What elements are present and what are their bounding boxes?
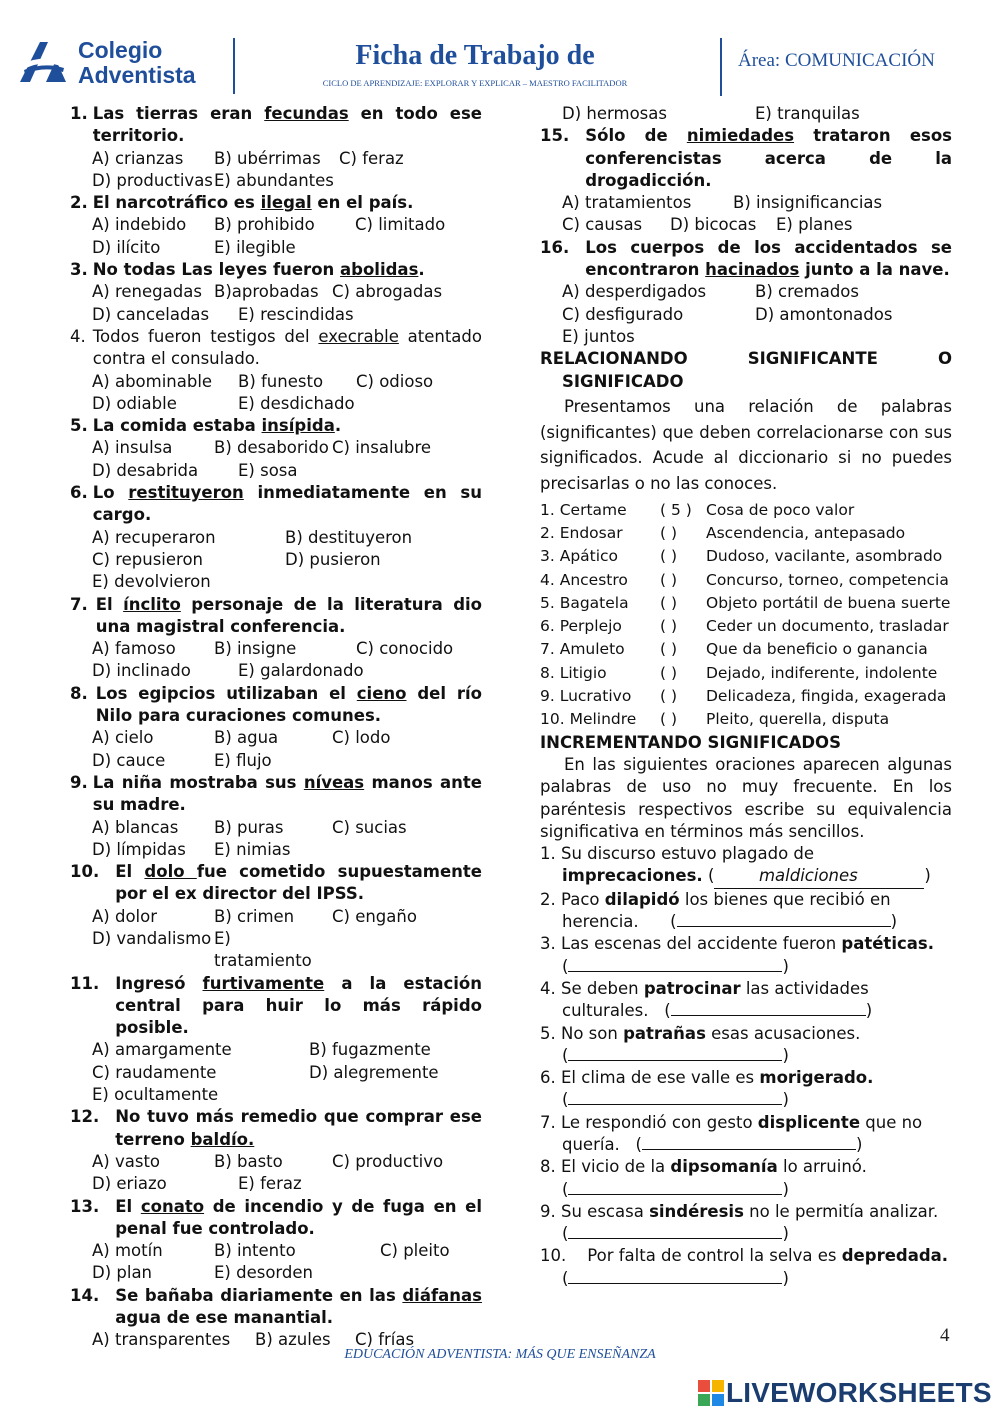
option[interactable]: E) juntos — [562, 326, 635, 346]
option[interactable]: A) desperdigados — [562, 282, 707, 302]
header-divider — [720, 38, 722, 96]
option[interactable]: A) cielo — [92, 728, 154, 748]
option[interactable]: B) prohibido — [214, 215, 315, 235]
option[interactable]: D) canceladas — [92, 304, 210, 324]
options-2 — [70, 214, 482, 259]
answer-blank[interactable] — [677, 926, 891, 927]
key-word: hacinados — [705, 260, 800, 280]
match-answer-field[interactable]: ( ) — [660, 593, 678, 612]
subject-area: Área: COMUNICACIÓN — [738, 50, 935, 71]
option[interactable]: B) cremados — [755, 282, 859, 302]
option[interactable]: E) feraz — [238, 1174, 302, 1194]
matching-row: 9. Lucrativo ( ) Delicadeza, fingida, exagerada — [540, 685, 952, 708]
options-9 — [70, 817, 482, 862]
match-answer-field[interactable]: ( ) — [660, 570, 678, 589]
answer-blank[interactable] — [568, 1238, 782, 1239]
question-12: 12. No tuvo más remedio que comprar ese terreno baldío. — [70, 1107, 482, 1149]
option[interactable]: E) ocultamente — [92, 1085, 219, 1105]
option[interactable]: B) basto — [214, 1151, 283, 1171]
match-answer-field[interactable]: ( ) — [660, 663, 678, 682]
option[interactable]: B) insignificancias — [733, 193, 883, 213]
answer-blank[interactable] — [568, 1194, 782, 1195]
option[interactable]: A) famoso — [92, 639, 176, 659]
option[interactable]: C) insalubre — [332, 438, 432, 458]
key-word: dolo — [144, 862, 197, 882]
options-5 — [70, 437, 482, 482]
option[interactable]: E) tratamiento — [214, 928, 312, 971]
options-7 — [70, 638, 482, 683]
question-4: 4. Todos fueron testigos del execrable atentado contra el consulado. — [70, 326, 482, 369]
section-title-incrementando: INCREMENTANDO SIGNIFICADOS — [540, 732, 841, 752]
liveworksheets-icon — [698, 1380, 724, 1406]
option[interactable]: A) dolor — [92, 906, 158, 926]
key-word: diáfanas — [402, 1285, 482, 1305]
option[interactable]: C) engaño — [332, 906, 417, 926]
options-6 — [70, 527, 482, 594]
footer-motto: EDUCACIÓN ADVENTISTA: MÁS QUE ENSEÑANZA — [344, 1347, 656, 1362]
answer-blank[interactable] — [568, 1104, 782, 1105]
match-answer-field[interactable]: ( 5 ) — [660, 500, 692, 519]
options-3 — [70, 281, 482, 326]
option[interactable]: C) limitado — [355, 215, 446, 235]
question-8: 8. Los egipcios utilizaban el cieno del río Nilo para curaciones comunes. — [70, 683, 482, 726]
matching-row: 10. Melindre ( ) Pleito, querella, disputa — [540, 708, 952, 731]
sentence-3: 3. Las escenas del accidente fueron patéticas. ( ) — [540, 934, 934, 976]
option[interactable]: B) funesto — [238, 371, 324, 391]
options-13 — [70, 1240, 482, 1285]
section-intro-incrementando: En las siguientes oraciones aparecen algunas palabras de uso no muy frecuente. En los paréntesis respectivos escribe su equivalencia significativa en términos más sencillos. — [540, 754, 952, 841]
match-answer-field[interactable]: ( ) — [660, 640, 678, 659]
option[interactable]: B) destituyeron — [285, 527, 413, 547]
key-word: execrable — [318, 326, 399, 346]
option[interactable]: E) abundantes — [214, 170, 334, 190]
key-word: nimiedades — [686, 126, 795, 146]
options-12 — [70, 1151, 482, 1196]
key-word: insípida — [261, 416, 335, 436]
question-5: 5. La comida estaba insípida. — [70, 416, 342, 436]
matching-row: 3. Apático ( ) Dudoso, vacilante, asombrado — [540, 545, 952, 568]
matching-table — [540, 499, 952, 732]
option[interactable]: D) ilícito — [92, 237, 161, 257]
option[interactable]: C) pleito — [380, 1241, 450, 1261]
matching-row: 2. Endosar ( ) Ascendencia, antepasado — [540, 522, 952, 545]
option[interactable]: A) renegadas — [92, 282, 202, 302]
sentence-5: 5. No son patrañas esas acusaciones. ( ) — [540, 1023, 861, 1065]
option[interactable]: B)aprobadas — [214, 282, 319, 302]
option[interactable]: B) azules — [255, 1330, 331, 1350]
option[interactable]: A) vasto — [92, 1151, 161, 1171]
question-2: 2. El narcotráfico es ilegal en el país. — [70, 193, 414, 213]
option[interactable]: C) desfigurado — [562, 304, 684, 324]
answer-blank[interactable] — [568, 1283, 782, 1284]
page-title: Ficha de Trabajo de — [355, 40, 595, 71]
option[interactable]: C) raudamente — [92, 1062, 217, 1082]
question-16: 16. Los cuerpos de los accidentados se encontraron hacinados junto a la nave. — [540, 237, 952, 280]
key-word: fecundas — [264, 104, 349, 123]
matching-row: 1. Certame ( 5 ) Cosa de poco valor — [540, 499, 952, 522]
match-answer-field[interactable]: ( ) — [660, 617, 678, 636]
option[interactable]: D) bicocas — [670, 215, 757, 235]
sentence-9: 9. Su escasa sindéresis no le permitía analizar. ( ) — [540, 1201, 939, 1244]
question-9: 9. La niña mostraba sus níveas manos ante su madre. — [70, 772, 482, 815]
option[interactable]: A) abominable — [92, 371, 213, 391]
option[interactable]: C) repusieron — [92, 549, 204, 569]
option[interactable]: A) blancas — [92, 817, 179, 837]
key-word: cieno — [356, 683, 407, 703]
option[interactable]: B) crimen — [214, 906, 295, 926]
sentence-10: 10. Por falta de control la selva es depredada. ( ) — [540, 1246, 949, 1288]
option[interactable]: C) causas — [562, 215, 643, 235]
key-word: ilegal — [260, 193, 312, 213]
option[interactable]: B) puras — [214, 817, 284, 837]
question-3: 3. No todas Las leyes fueron abolidas. — [70, 260, 425, 280]
option[interactable]: D) eriazo — [92, 1174, 167, 1194]
question-7: 7. El ínclito personaje de la literatura dio una magistral conferencia. — [70, 594, 483, 636]
matching-row: 6. Perplejo ( ) Ceder un documento, trasladar — [540, 615, 952, 638]
option[interactable]: C) odioso — [356, 371, 434, 391]
option[interactable]: D) amontonados — [755, 304, 893, 324]
sentence-1: 1. Su discurso estuvo plagado de imprecaciones. ( maldiciones ) — [540, 843, 952, 889]
options-11 — [70, 1039, 482, 1106]
matching-row: 5. Bagatela ( ) Objeto portátil de buena suerte — [540, 592, 952, 615]
option[interactable]: E) rescindidas — [238, 304, 354, 324]
match-answer-field[interactable]: ( ) — [660, 547, 678, 566]
options-8 — [70, 727, 482, 772]
option[interactable]: D) productivas — [92, 170, 213, 190]
option[interactable]: A) recuperaron — [92, 527, 216, 547]
sentence-2: 2. Paco dilapidó los bienes que recibió en herencia. ( ) — [540, 889, 898, 932]
option[interactable]: A) indebido — [92, 215, 187, 235]
options-16 — [540, 281, 952, 348]
answer-blank[interactable] — [642, 1149, 856, 1150]
section-intro-relacionando: Presentamos una relación de palabras (significantes) que deben correlacionarse con sus significados. Acude al diccionario si no puedes precisarlas o no las conoces. — [540, 396, 952, 493]
option[interactable]: A) transparentes — [92, 1330, 231, 1350]
option[interactable]: B) ubérrimas — [214, 148, 321, 168]
option[interactable]: D) plan — [92, 1263, 153, 1283]
option[interactable]: E) tranquilas — [755, 104, 860, 123]
key-word: restituyeron — [128, 483, 244, 503]
key-word: abolidas — [340, 260, 419, 280]
options-15 — [540, 192, 952, 214]
option[interactable]: D) pusieron — [285, 549, 381, 569]
options-15b — [540, 214, 952, 236]
option[interactable]: C) sucias — [332, 817, 407, 837]
right-column — [540, 103, 952, 1290]
option[interactable]: E) desorden — [214, 1263, 313, 1283]
matching-row: 7. Amuleto ( ) Que da beneficio o ganancia — [540, 638, 952, 661]
match-answer-field[interactable]: ( ) — [660, 687, 678, 706]
option[interactable]: D) desabrida — [92, 460, 199, 480]
option[interactable]: D) alegremente — [309, 1062, 439, 1082]
option[interactable]: A) motín — [92, 1241, 163, 1261]
sentence-7: 7. Le respondió con gesto displicente que no quería. ( ) — [540, 1112, 923, 1154]
option[interactable]: A) tratamientos — [562, 193, 692, 213]
school-logo-text: Colegio Adventista — [78, 37, 196, 88]
answer-blank[interactable] — [568, 1060, 782, 1061]
option[interactable]: D) inclinado — [92, 661, 191, 681]
option[interactable]: E) sosa — [238, 460, 298, 480]
options-1 — [70, 148, 482, 193]
option[interactable]: A) crianzas — [92, 148, 184, 168]
question-11: 11. Ingresó furtivamente a la estación central para huir lo más rápido posible. — [70, 973, 482, 1038]
option[interactable]: C) frías — [355, 1330, 415, 1350]
option[interactable]: A) amargamente — [92, 1040, 232, 1060]
match-answer-field[interactable]: ( ) — [660, 523, 678, 542]
option[interactable]: E) galardonado — [238, 661, 364, 681]
option[interactable]: C) abrogadas — [332, 282, 443, 302]
matching-row: 8. Litigio ( ) Dejado, indiferente, indolente — [540, 662, 952, 685]
option[interactable]: B) desaborido — [214, 438, 329, 458]
school-logo-icon — [18, 40, 68, 84]
option[interactable]: C) productivo — [332, 1151, 444, 1171]
option[interactable]: A) insulsa — [92, 438, 173, 458]
option[interactable]: E) devolvieron — [92, 572, 211, 592]
liveworksheets-logo — [698, 1378, 992, 1408]
sentence-8: 8. El vicio de la dipsomanía lo arruinó. ( ) — [540, 1157, 867, 1199]
option[interactable]: E) planes — [776, 215, 853, 235]
question-1: 1. Las tierras eran fecundas en todo ese territorio. — [70, 104, 483, 146]
option[interactable]: B) insigne — [214, 639, 297, 659]
option[interactable]: C) feraz — [339, 148, 404, 168]
question-13: 13. El conato de incendio y de fuga en el penal fue controlado. — [70, 1196, 483, 1238]
question-10: 10. El dolo fue cometido supuestamente por el ex director del IPSS. — [70, 862, 482, 904]
answer-blank[interactable]: maldiciones — [714, 865, 924, 888]
page-number: 4 — [940, 1325, 950, 1346]
options-10 — [70, 906, 482, 973]
option[interactable]: D) odiable — [92, 393, 177, 413]
key-word: furtivamente — [202, 973, 325, 993]
key-word: níveas — [303, 772, 365, 792]
option[interactable]: B) fugazmente — [309, 1040, 431, 1060]
header-divider — [233, 38, 235, 94]
question-14: 14. Se bañaba diariamente en las diáfanas agua de ese manantial. — [70, 1285, 482, 1328]
option[interactable]: D) vandalismo — [92, 928, 212, 948]
matching-row: 4. Ancestro ( ) Concurso, torneo, competencia — [540, 569, 952, 592]
answer-blank[interactable] — [671, 1015, 866, 1016]
option[interactable]: E) desdichado — [238, 393, 355, 413]
section-title-relacionando: RELACIONANDO SIGNIFICANTE O SIGNIFICADO — [540, 349, 952, 391]
sentence-6: 6. El clima de ese valle es morigerado. ( ) — [540, 1068, 874, 1110]
question-6: 6. Lo restituyeron inmediatamente en su cargo. — [70, 483, 482, 525]
option[interactable]: B) intento — [214, 1241, 296, 1261]
option[interactable]: E) ilegible — [214, 237, 296, 257]
left-column — [70, 103, 482, 1352]
option[interactable]: C) lodo — [332, 728, 391, 748]
options-14-cont — [540, 103, 952, 125]
liveworksheets-wordmark: LIVEWORKSHEETS — [726, 1377, 992, 1408]
option[interactable]: D) límpidas — [92, 839, 186, 859]
option[interactable]: D) cauce — [92, 750, 166, 770]
option[interactable]: E) nimias — [214, 839, 291, 859]
key-word: conato — [140, 1196, 205, 1216]
question-15: 15. Sólo de nimiedades trataron esos conferencistas acerca de la drogadicción. — [540, 126, 952, 190]
options-4 — [70, 371, 482, 416]
sentence-4: 4. Se deben patrocinar las actividades culturales. ( ) — [540, 978, 873, 1021]
match-answer-field[interactable]: ( ) — [660, 710, 678, 729]
option[interactable]: B) agua — [214, 728, 279, 748]
answer-blank[interactable] — [568, 971, 782, 972]
option[interactable]: C) conocido — [356, 639, 454, 659]
page-subtitle: CICLO DE APRENDIZAJE: EXPLORAR Y EXPLICAR – MAESTRO FACILITADOR — [322, 78, 628, 88]
option[interactable]: E) flujo — [214, 750, 272, 770]
key-word: baldío. — [190, 1129, 255, 1149]
option[interactable]: D) hermosas — [562, 104, 667, 123]
key-word: ínclito — [123, 594, 181, 614]
